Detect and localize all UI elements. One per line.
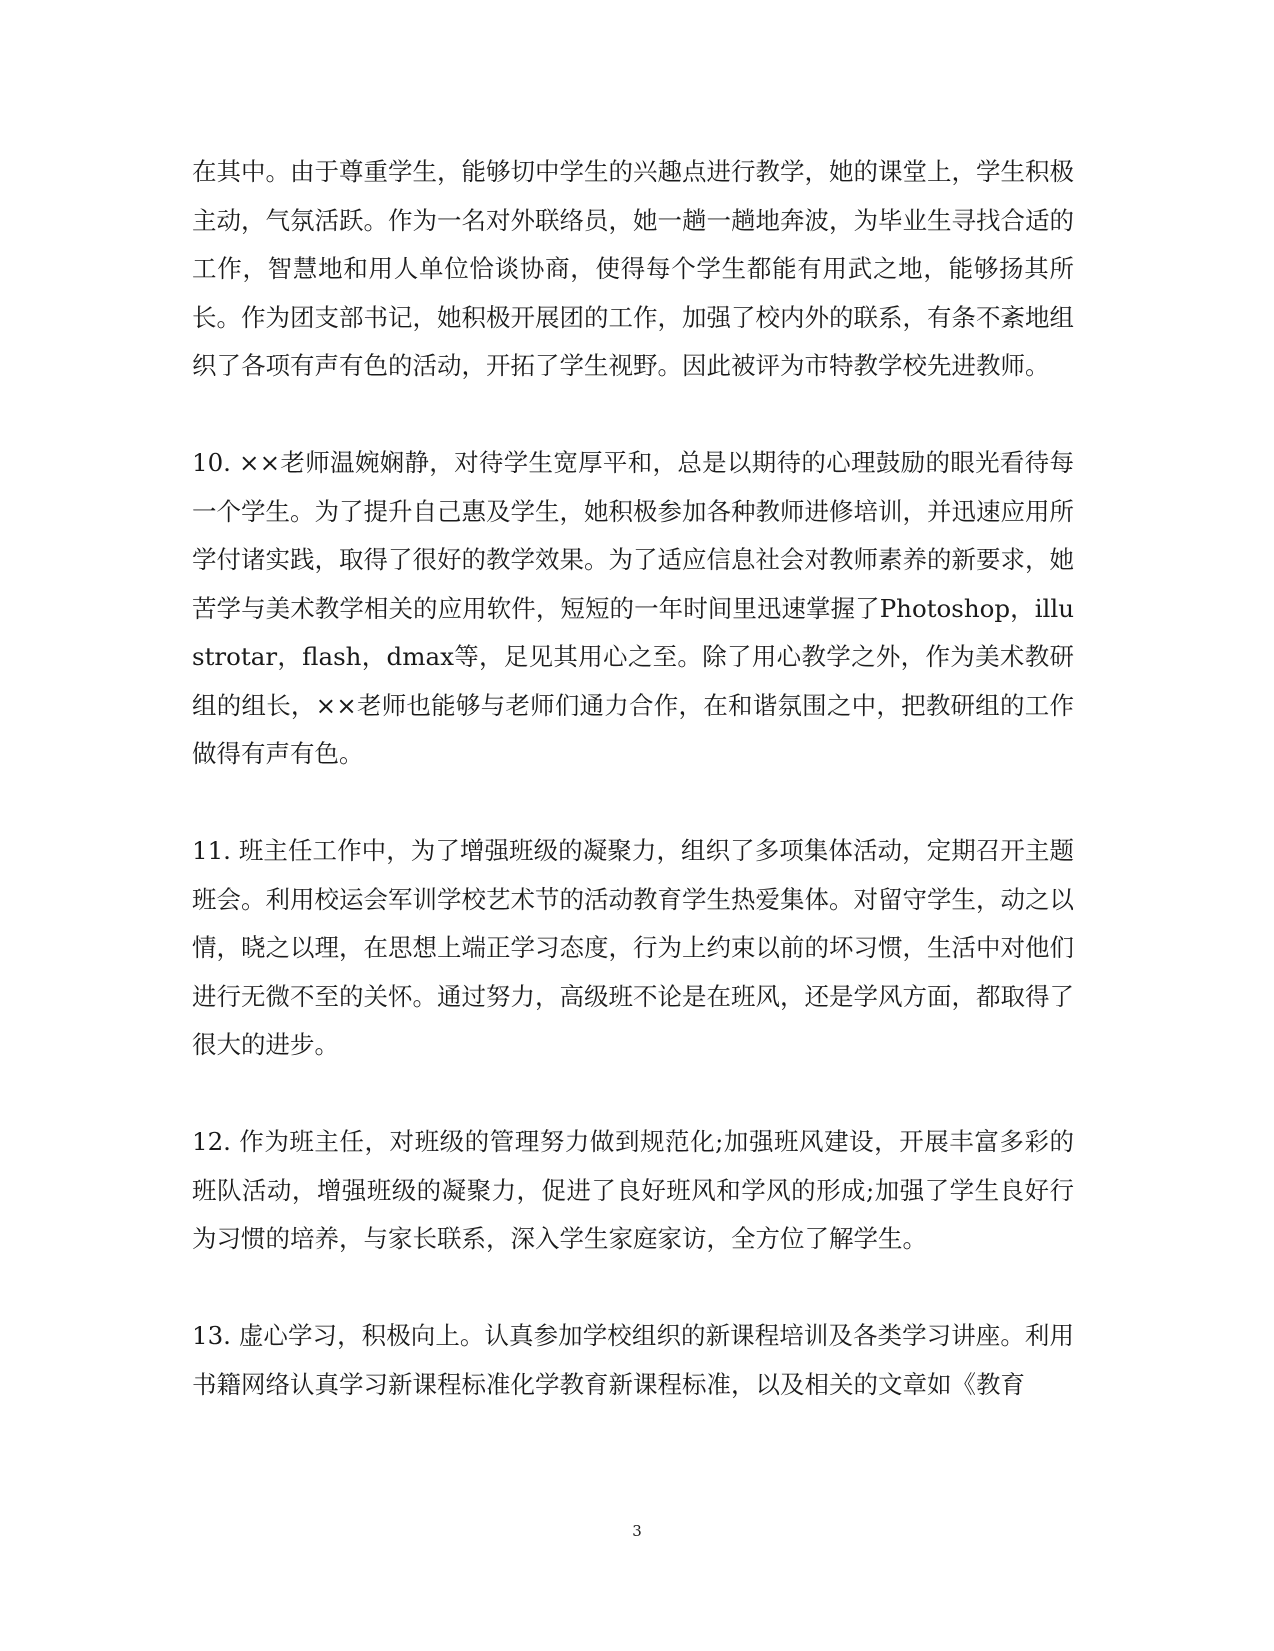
page-number: 3 [632,1522,642,1540]
paragraph-spacer [192,779,1074,828]
paragraph-item-12: 12. 作为班主任，对班级的管理努力做到规范化;加强班风建设，开展丰富多彩的班队活动，增强班级的凝聚力，促进了良好班风和学风的形成;加强了学生良好行为习惯的培养，与家长联系，深入学生家庭家访，全方位了解学生。 [192,1127,1074,1253]
paragraph-item-13: 13. 虚心学习，积极向上。认真参加学校组织的新课程培训及各类学习讲座。利用书籍网络认真学习新课程标准化学教育新课程标准，以及相关的文章如《教育 [192,1321,1074,1399]
paragraph-continuation: 在其中。由于尊重学生，能够切中学生的兴趣点进行教学，她的课堂上，学生积极主动，气氛活跃。作为一名对外联络员，她一趟一趟地奔波，为毕业生寻找合适的工作，智慧地和用人单位恰谈协商，使得每个学生都能有用武之地，能够扬其所长。作为团支部书记，她积极开展团的工作，加强了校内外的联系，有条不紊地组织了各项有声有色的活动，开拓了学生视野。因此被评为市特教学校先进教师。 [192,157,1074,380]
paragraph-item-10: 10. ××老师温婉娴静，对待学生宽厚平和，总是以期待的心理鼓励的眼光看待每一个学生。为了提升自己惠及学生，她积极参加各种教师进修培训，并迅速应用所学付诸实践，取得了很好的教学效果。为了适应信息社会对教师素养的新要求，她苦学与美术教学相关的应用软件，短短的一年时间里迅速掌握了Photoshop，illustrotar，flash，dmax等，足见其用心之至。除了用心教学之外，作为美术教研组的组长，××老师也能够与老师们通力合作，在和谐氛围之中，把教研组的工作做得有声有色。 [192,448,1074,768]
paragraph-spacer [192,1070,1074,1119]
paragraph-item-11: 11. 班主任工作中，为了增强班级的凝聚力，组织了多项集体活动，定期召开主题班会。利用校运会军训学校艺术节的活动教育学生热爱集体。对留守学生，动之以情，晓之以理，在思想上端正学习态度，行为上约束以前的坏习惯，生活中对他们进行无微不至的关怀。通过努力，高级班不论是在班风，还是学风方面，都取得了很大的进步。 [192,836,1074,1059]
paragraph-spacer [192,391,1074,440]
paragraph-spacer [192,1264,1074,1313]
document-body [192,148,1074,1409]
